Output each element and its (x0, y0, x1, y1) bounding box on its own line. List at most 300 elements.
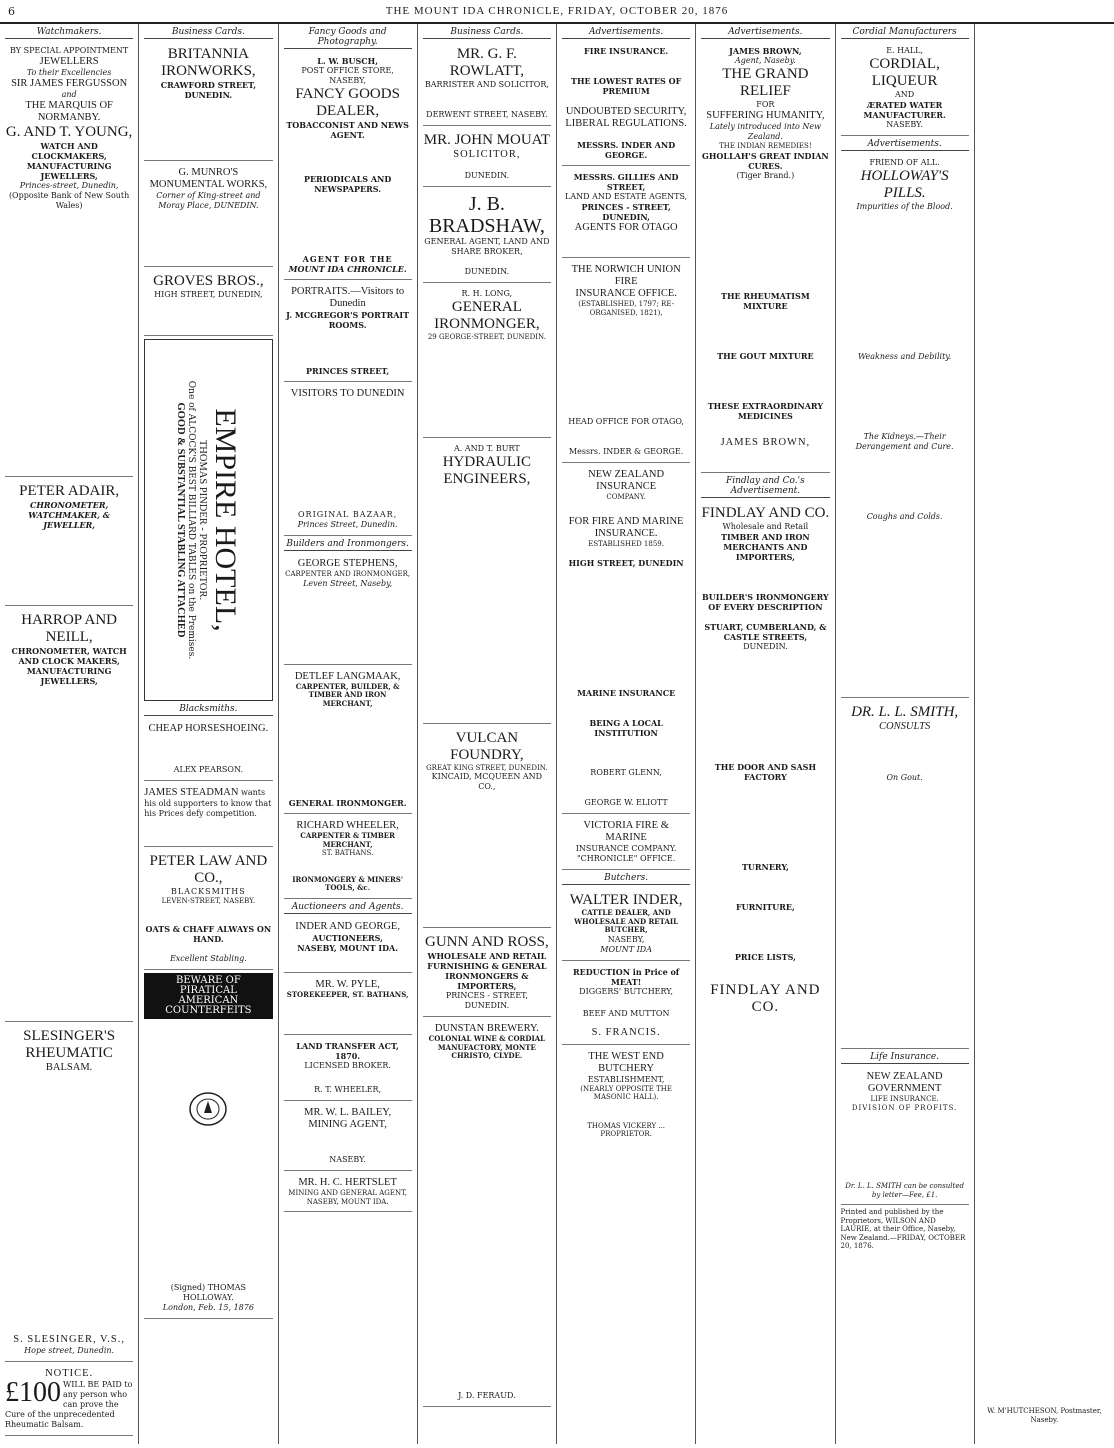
ad-subtitle: Agent, Naseby. (734, 56, 796, 65)
ad-title: MR. W. L. BAILEY, (304, 1107, 392, 1118)
ad-line: STUART, CUMBERLAND, & CASTLE STREETS, (704, 621, 827, 642)
ad-subtitle: ESTABLISHMENT, (587, 1074, 665, 1084)
ad-pyle (284, 976, 412, 1036)
column-3 (279, 24, 418, 1444)
ad-holloway-warning (144, 1022, 272, 1319)
ad-subtitle: BALSAM. (45, 1062, 93, 1073)
ad-line: HEAD OFFICE FOR OTAGO, (568, 417, 685, 426)
body-text (562, 56, 690, 76)
ad-line: One of ALCOCK'S BEST BILLIARD TABLES on the Premises. (186, 380, 197, 660)
ad-signature: S. SLESINGER, V.S., (13, 1334, 125, 1345)
ad-subtitle: LAND AND ESTATE AGENTS, (565, 192, 688, 201)
banner-line: BEWARE OF PIRATICAL (175, 974, 241, 996)
section-header: Advertisements. (562, 27, 690, 39)
ad-line: THE LOWEST RATES OF PREMIUM (570, 76, 682, 96)
body-text (841, 733, 969, 773)
columns (0, 24, 1114, 1444)
ad-title: L. W. BUSCH, (317, 56, 378, 66)
ad-title: EMPIRE HOTEL, (209, 408, 243, 632)
body-text (701, 449, 829, 467)
ad-burt (423, 441, 551, 724)
ad-line: TIMBER AND IRON MERCHANTS AND IMPORTERS, (720, 531, 810, 562)
body-text (423, 488, 551, 718)
body-text (562, 96, 690, 106)
ad-subtitle: AUCTIONEERS, (312, 932, 383, 943)
ad-subtitle: WHOLESALE AND RETAIL FURNISHING & GENERAL IRONMONGERS & IMPORTERS, (427, 951, 547, 991)
body-text (284, 400, 412, 510)
ad-long (423, 286, 551, 438)
ad-subtitle: LIFE INSURANCE. (870, 1095, 939, 1103)
ad-title: HARROP AND NEILL, (21, 612, 117, 645)
ad-address: CRAWFORD STREET, (160, 80, 256, 90)
ad-address: NASEBY. (329, 1155, 366, 1164)
ad-wheeler (284, 817, 412, 899)
ad-land-transfer (284, 1038, 412, 1101)
ad-bailey (284, 1104, 412, 1171)
ad-subtitle: SOLICITOR, (453, 149, 521, 160)
section-header: Butchers. (562, 873, 690, 885)
ad-address: DERWENT STREET, NASEBY. (426, 110, 548, 119)
body-text (284, 1071, 412, 1085)
ad-line: THE RHEUMATISM MIXTURE (721, 290, 810, 311)
ad-line: On Gout. (886, 773, 923, 782)
ad-norwich (562, 261, 690, 463)
ad-title: THE WEST END BUTCHERY (588, 1050, 664, 1074)
ad-line: ESTABLISHED 1859. (588, 539, 664, 548)
ad-line: INSURANCE. (594, 527, 658, 539)
ad-line: Dr. L. L. SMITH can be consulted by letter—Fee, £1. (845, 1182, 964, 1199)
ad-signature: (Signed) THOMAS HOLLOWAY. (170, 1282, 247, 1302)
body-text (423, 792, 551, 922)
ad-subtitle: CARPENTER, BUILDER, & TIMBER AND IRON MERCHANT, (295, 681, 400, 708)
ad-harrop (5, 609, 133, 1022)
ad-title: FINDLAY AND CO. (701, 504, 830, 521)
ad-address: NASEBY, MOUNT IDA. (306, 1197, 389, 1206)
ad-line: MESSRS. INDER AND GEORGE. (577, 140, 676, 160)
ad-address: London, Feb. 15, 1876 (162, 1302, 254, 1312)
ad-title: NOTICE. (45, 1368, 94, 1379)
ad-line: FOR (756, 100, 775, 109)
body-text (841, 212, 969, 352)
body-text (144, 100, 272, 155)
ad-line: BUILDER'S IRONMONGERY OF EVERY DESCRIPTION (702, 591, 829, 612)
ad-line: THESE EXTRAORDINARY MEDICINES (707, 400, 824, 421)
ad-gunn-ross (423, 931, 551, 1017)
body-text (562, 317, 690, 417)
ad-subtitle: Wholesale and Retail (722, 521, 809, 531)
section-header: Auctioneers and Agents. (284, 902, 412, 914)
masthead (0, 0, 1114, 24)
ad-line: THE MARQUIS OF NORMANBY. (25, 100, 113, 123)
body-text (144, 1025, 272, 1085)
ad-title: PETER ADAIR, (19, 483, 120, 499)
body-text (423, 1061, 551, 1391)
ad-address: (Opposite Bank of New South Wales) (8, 191, 130, 210)
body-text (841, 783, 969, 1043)
ad-subtitle: CONSULTS (879, 721, 931, 732)
ad-signature: GEORGE W. ELIOTT (584, 798, 668, 807)
ad-hertslet (284, 1174, 412, 1212)
ad-title: VISITORS TO DUNEDIN (290, 388, 405, 399)
ad-subtitle: KINCAID, MCQUEEN AND CO., (431, 772, 543, 791)
ad-notice (5, 1365, 133, 1436)
ad-address: PRINCES STREET, (306, 366, 390, 376)
body-text (144, 1133, 272, 1283)
body-text (841, 362, 969, 432)
ad-hall (841, 43, 969, 136)
ad-title: DR. L. L. SMITH, (851, 704, 959, 720)
ad-holloway (841, 155, 969, 698)
column-5 (557, 24, 696, 1444)
ad-subtitle: FRIEND OF ALL. (869, 158, 940, 167)
body-text (284, 999, 412, 1029)
body-text (284, 140, 412, 174)
ad-subtitle: WATCH AND CLOCKMAKERS, MANUFACTURING JEWELLERS, (26, 141, 112, 181)
body-text (562, 568, 690, 688)
ad-vulcan (423, 727, 551, 929)
section-header: Life Insurance. (841, 1052, 969, 1064)
ad-line: FURNITURE, (735, 901, 795, 912)
ad-subtitle: CARPENTER AND IRONMONGER, (285, 570, 411, 578)
ad-walter-inder (562, 889, 690, 961)
ad-inder-george (284, 918, 412, 973)
ad-signature: ROBERT GLENN, (590, 768, 662, 777)
ad-address: LEVEN-STREET, NASEBY. (161, 897, 256, 905)
ad-title: HYDRAULIC ENGINEERS, (442, 453, 532, 487)
ad-title: MR. H. C. HERTSLET (298, 1177, 397, 1188)
ad-line: IRONMONGERY & MINERS' TOOLS, &c. (292, 874, 403, 892)
body-text (562, 130, 690, 140)
ad-line: UNDOUBTED SECURITY, (565, 106, 687, 117)
body-text (701, 912, 829, 952)
ad-line: Impurities of the Blood. (856, 202, 953, 211)
body-text (701, 872, 829, 902)
ad-title: VULCAN FOUNDRY, (450, 729, 524, 763)
ad-title: HOLLOWAY'S PILLS. (860, 168, 949, 201)
ad-title: MESSRS. GILLIES AND STREET, (573, 172, 679, 192)
body-text (841, 452, 969, 512)
ad-city: DUNEDIN. (464, 171, 510, 180)
ad-line: Lately introduced into New Zealand. (709, 122, 821, 141)
ad-address: PRINCES - STREET, DUNEDIN. (445, 991, 528, 1010)
ad-steadman (144, 784, 272, 847)
ad-line: Coughs and Colds. (866, 512, 943, 521)
ad-line: PERIODICALS AND NEWSPAPERS. (303, 174, 392, 194)
ad-line: DIVISION OF PROFITS. (851, 1103, 958, 1112)
ad-title: PETER LAW AND CO., (149, 853, 268, 886)
ad-horseshoeing (144, 720, 272, 781)
ad-dr-smith (841, 701, 969, 1049)
section-header: Advertisements. (701, 27, 829, 39)
body-text (562, 997, 690, 1009)
ad-west-end-butchery (562, 1048, 690, 1144)
ad-mouat (423, 129, 551, 187)
ad-adair (5, 480, 133, 606)
section-header: Advertisements. (841, 139, 969, 151)
body-text (144, 944, 272, 954)
ad-address: Hope street, Dunedin. (24, 1346, 115, 1355)
ad-subtitle: CHRONOMETER, WATCHMAKER, & JEWELLER, (28, 500, 110, 530)
ad-title: GEORGE STEPHENS, (297, 558, 398, 569)
ad-line: THE DOOR AND SASH FACTORY (714, 761, 816, 782)
column-4 (418, 24, 557, 1444)
ad-title: DUNSTAN BREWERY. (434, 1023, 539, 1034)
ad-subtitle: MINING AND GENERAL AGENT, (288, 1189, 407, 1197)
ad-city: NASEBY. (886, 120, 923, 129)
ad-reward: £100 (5, 1377, 61, 1408)
body-text (701, 782, 829, 862)
body-text (841, 1112, 969, 1182)
ad-dunstan (423, 1020, 551, 1407)
ad-subtitle: STOREKEEPER, ST. BATHANS, (286, 989, 409, 999)
section-header: Builders and Ironmongers. (284, 539, 412, 551)
section-header: Blacksmiths. (144, 704, 272, 716)
ad-title: CORDIAL, LIQUEUR (869, 56, 940, 89)
ad-line: GENERAL IRONMONGER. (288, 798, 407, 808)
ad-line: "CHRONICLE" OFFICE. (576, 854, 676, 863)
ad-title: G. MUNRO'S MONUMENTAL WORKS, (149, 167, 268, 190)
ad-line: LIBERAL REGULATIONS. (565, 118, 687, 129)
body-text (701, 652, 829, 762)
ad-subtitle: GENERAL AGENT, LAND AND SHARE BROKER, (424, 237, 550, 256)
ad-title: NEW ZEALAND GOVERNMENT (866, 1071, 943, 1094)
ad-title: J. B. BRADSHAW, (428, 193, 545, 237)
body-text (144, 735, 272, 765)
ad-line: (Tiger Brand.) (736, 170, 795, 180)
ad-address: Princes-street, Dunedin, (19, 181, 119, 190)
body-text (5, 686, 133, 1016)
ad-line: To their Excellencies (26, 68, 112, 77)
ad-diggers-butchery (562, 964, 690, 1045)
ad-subtitle: COMPANY. (606, 493, 646, 501)
section-header: Watchmakers. (5, 27, 133, 39)
ad-title: NEW ZEALAND INSURANCE (588, 469, 665, 492)
ad-line: BY SPECIAL APPOINTMENT (10, 46, 129, 55)
ad-subtitle: A. AND T. BURT (454, 443, 520, 453)
body-text (701, 562, 829, 592)
ad-young (5, 43, 133, 477)
newspaper-title: THE MOUNT IDA CHRONICLE, FRIDAY, OCTOBER 20, 1876 (385, 5, 729, 17)
ad-subtitle: E. HALL, (886, 46, 924, 55)
body-text (562, 548, 690, 558)
ad-address: Corner of King-street and Moray Place, DUNEDIN. (156, 191, 261, 210)
ad-address: HIGH STREET, DUNEDIN, (154, 290, 263, 299)
ad-title: THE GRAND RELIEF (722, 66, 809, 99)
ad-subtitle: CHRONOMETER, WATCH AND CLOCK MAKERS, MANUFACTURING JEWELLERS, (11, 646, 127, 686)
ad-address: 29 GEORGE-STREET, DUNEDIN. (427, 333, 546, 341)
body-text: wants his old supporters to know that his Prices defy competition. (144, 788, 272, 818)
ad-line: BEING A LOCAL INSTITUTION (589, 718, 663, 738)
body-text (562, 234, 690, 252)
page-number: 6 (8, 4, 16, 18)
ad-city: DUNEDIN. (464, 267, 510, 276)
ad-title: PORTRAITS.—Visitors to Dunedin (291, 286, 405, 309)
postmaster-signature: W. M'HUTCHESON, Postmaster, Naseby. (987, 1407, 1102, 1424)
ad-stephens (284, 555, 412, 665)
ad-subtitle: INSURANCE COMPANY. (575, 844, 677, 853)
ad-title: WALTER INDER, (569, 892, 683, 908)
body-text (701, 612, 829, 622)
ad-subtitle: BARRISTER AND SOLICITOR, (424, 80, 549, 89)
ad-subtitle: BLACKSMITHS (171, 887, 246, 896)
ad-busch (284, 53, 412, 280)
ad-peter-law (144, 850, 272, 970)
ad-title: GROVES BROS., (153, 273, 264, 289)
ad-line: THE GOUT MIXTURE (717, 350, 814, 361)
body-text (701, 361, 829, 401)
ad-bradshaw (423, 190, 551, 283)
ad-signature: J. D. FERAUD. (458, 1390, 516, 1400)
ad-line: Excellent Stabling. (169, 953, 247, 963)
ad-subtitle: CATTLE DEALER, AND WHOLESALE AND RETAIL BUTCHER, (574, 908, 679, 934)
body-text (701, 421, 829, 437)
ad-line: and (61, 90, 77, 99)
ad-line: TURNERY, (741, 861, 789, 872)
ad-title: RICHARD WHEELER, (296, 820, 399, 831)
ad-line: THE INDIAN REMEDIES! (719, 142, 812, 150)
ad-footer: FINDLAY AND CO. (710, 981, 821, 1015)
ad-rowlatt (423, 43, 551, 126)
rotated-ad (174, 381, 242, 659)
printer-imprint: Printed and published by the Proprietors, WILSON AND LAURIE, at their Office, Naseby, New Zealand.—FRIDAY, OCTOBER 20, 1876. (840, 1208, 966, 1250)
ad-subtitle: COLONIAL WINE & CORDIAL MANUFACTORY, MONTE CHRISTO, CLYDE. (428, 1034, 546, 1060)
ad-subtitle: CARPENTER & TIMBER MERCHANT, (300, 831, 395, 849)
ad-title: INDER AND GEORGE, (295, 920, 400, 932)
ad-city: DUNEDIN. (743, 641, 788, 651)
ad-munro (144, 164, 272, 267)
ad-subtitle: J. MCGREGOR'S PORTRAIT ROOMS. (286, 310, 410, 330)
ad-line: ÆRATED WATER MANUFACTURER. (863, 100, 946, 120)
ad-subtitle: LICENSED BROKER. (304, 1061, 391, 1070)
ad-james-brown (701, 43, 829, 473)
ad-title: GUNN AND ROSS, (424, 934, 549, 950)
body-text (284, 330, 412, 366)
body-text (144, 906, 272, 924)
ad-line: PRICE LISTS, (734, 951, 796, 962)
ad-empire-hotel (144, 339, 272, 701)
ad-title: CHEAP HORSESHOEING. (148, 723, 269, 734)
ad-title: GENERAL IRONMONGER, (434, 299, 540, 332)
body-text (144, 211, 272, 261)
ad-title: LAND TRANSFER ACT, 1870. (296, 1041, 399, 1061)
ad-title: MR. G. F. ROWLATT, (449, 46, 525, 79)
ad-subtitle: THOMAS PINDER - PROPRIETOR. (197, 439, 209, 601)
ad-subtitle: R. H. LONG, (461, 289, 513, 298)
body-text (423, 161, 551, 171)
ad-line: AGENTS FOR OTAGO (574, 222, 678, 233)
ad-line: MOUNT IDA CHRONICLE. (288, 264, 407, 274)
ad-address: PRINCES - STREET, DUNEDIN, (581, 202, 671, 222)
ad-line: MARINE INSURANCE (577, 688, 676, 698)
ad-banner (144, 973, 272, 1019)
ad-title: G. AND T. YOUNG, (5, 124, 133, 140)
ad-title: MR. JOHN MOUAT (423, 132, 550, 148)
ad-address: NASEBY, (607, 934, 645, 944)
ad-title: MR. W. PYLE, (315, 978, 380, 990)
ad-line: AND (895, 90, 915, 99)
ad-line: GOOD & SUBSTANTIAL STABLING ATTACHED (175, 402, 187, 638)
ad-findlay (701, 502, 829, 1021)
ad-subtitle: TOBACCONIST AND NEWS AGENT. (286, 120, 409, 140)
section-header: Findlay and Co.'s Advertisement. (701, 476, 829, 498)
body-text (701, 181, 829, 291)
body-text (841, 522, 969, 692)
body-text (423, 342, 551, 432)
ad-title: VICTORIA FIRE & MARINE (583, 820, 669, 843)
ad-title: FIRE INSURANCE. (584, 46, 669, 56)
column-7 (836, 24, 975, 1444)
ad-langmaak (284, 668, 412, 815)
ad-line: GHOLLAH'S GREAT INDIAN CURES. (702, 150, 829, 171)
body-text (423, 257, 551, 267)
body-text (562, 1102, 690, 1122)
ad-subtitle: DIGGERS' BUTCHERY, (579, 986, 674, 996)
body-text (562, 778, 690, 798)
body-text (562, 1019, 690, 1027)
body-text (284, 194, 412, 254)
ad-line: (ESTABLISHED, 1797; RE-ORGANISED, 1821), (578, 300, 674, 317)
ad-address: NASEBY, MOUNT IDA. (297, 942, 399, 953)
ad-line: JEWELLERS (39, 56, 99, 67)
ad-address: HIGH STREET, DUNEDIN (568, 558, 684, 568)
ad-subtitle: ORIGINAL BAZAAR, (297, 510, 398, 519)
body-text (701, 962, 829, 982)
body-text (562, 698, 690, 718)
ad-line: OATS & CHAFF ALWAYS ON HAND. (145, 923, 272, 944)
ad-title: FANCY GOODS DEALER, (295, 86, 400, 119)
ad-signature: R. T. WHEELER, (314, 1085, 382, 1094)
column-1 (0, 24, 139, 1444)
body-text (284, 858, 412, 876)
ad-fire-insurance (562, 43, 690, 166)
ad-line: Weakness and Debility. (857, 352, 952, 361)
ad-line: SUFFERING HUMANITY, (706, 110, 825, 121)
ad-signature: ALEX PEARSON. (173, 765, 243, 774)
ad-signature: JAMES BROWN, (720, 436, 811, 448)
body-text (5, 1074, 133, 1334)
ad-title: JAMES BROWN, (729, 46, 802, 56)
ad-address: GREAT KING STREET, DUNEDIN. (426, 763, 548, 772)
section-header: Fancy Goods and Photography. (284, 27, 412, 49)
ad-signature: THOMAS VICKERY ... PROPRIETOR. (587, 1121, 666, 1138)
body-text (284, 708, 412, 798)
body-text (144, 819, 272, 841)
body-text (562, 738, 690, 768)
ad-signature: S. FRANCIS. (591, 1026, 661, 1038)
body-text (980, 27, 1109, 1407)
body-text (5, 530, 133, 600)
column-2 (139, 24, 278, 1444)
ad-line: FOR FIRE AND MARINE (568, 515, 684, 527)
body-text (701, 311, 829, 351)
ad-title: BRITANNIA IRONWORKS, (161, 46, 256, 79)
ad-title: THE NORWICH UNION FIRE (571, 264, 681, 287)
ad-address: Leven Street, Naseby, (303, 578, 393, 588)
ad-subtitle: POST OFFICE STORE, NASEBY, (301, 66, 394, 85)
ad-gillies-street (562, 169, 690, 258)
ad-title: REDUCTION in Price of MEAT! (573, 966, 680, 987)
ad-address: Princes Street, Dunedin. (297, 520, 398, 529)
ad-address: ST. BATHANS. (321, 849, 374, 857)
body-text (144, 300, 272, 330)
body-text (284, 953, 412, 967)
body-text (562, 427, 690, 447)
ad-line: AGENT FOR THE (302, 254, 393, 264)
column-6 (696, 24, 835, 1444)
ad-groves (144, 270, 272, 336)
ad-visitors (284, 385, 412, 536)
body-text (423, 90, 551, 110)
